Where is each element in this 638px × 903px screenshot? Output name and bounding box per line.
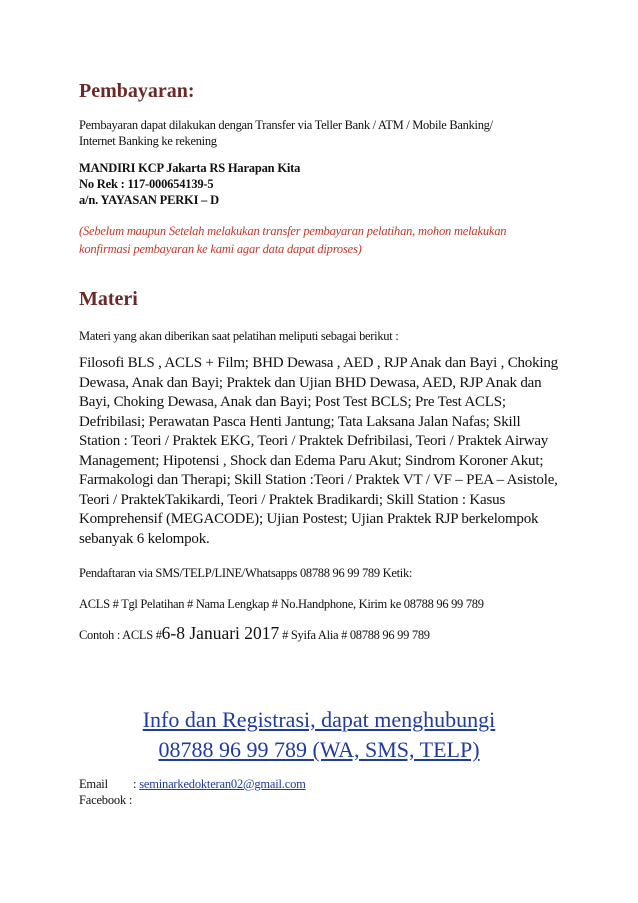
materi-line: Bayi, Choking Dewasa, Anak dan Bayi; Post Test BCLS; Pre Test ACLS; [79,394,506,410]
info-registration-text: Info dan Registrasi, dapat menghubungi [142,707,496,732]
payment-note-line: konfirmasi pembayaran ke kami agar data dapat diproses) [79,242,362,256]
account-holder: a/n. YAYASAN PERKI – D [79,193,219,207]
payment-intro-line: Internet Banking ke rekening [79,134,217,148]
materi-line: Defribilasi; Perawatan Pasca Henti Jantung; Tata Laksana Jalan Nafas; Skill [79,413,521,430]
bank-details [79,160,300,208]
payment-intro [79,117,493,149]
registration-format: ACLS # Tgl Pelatihan # Nama Lengkap # No.Handphone, Kirim ke 08788 96 99 789 [79,597,484,611]
info-line-1 [0,706,638,734]
registration-via: Pendaftaran via SMS/TELP/LINE/Whatsapps 08788 96 99 789 Ketik: [79,566,413,580]
payment-note [79,222,506,258]
registration-example [79,623,430,644]
facebook-label: Facebook : [79,793,133,807]
account-number: No Rek : 117-000654139-5 [79,177,214,191]
payment-heading: Pembayaran: [79,80,195,102]
materi-heading: Materi [79,288,138,310]
info-line-2 [0,736,638,764]
email-row [79,777,306,792]
payment-intro-line: Pembayaran dapat dilakukan dengan Transfer via Teller Bank / ATM / Mobile Banking/ [79,118,493,132]
example-prefix: Contoh : ACLS # [79,628,162,642]
example-suffix: # Syifa Alia # 08788 96 99 789 [279,628,430,642]
email-label: Email [79,777,108,791]
email-separator: : [133,777,137,791]
materi-line: Teori / PraktekTakikardi, Teori / Praktek Bradikardi; Skill Station : Kasus [79,491,506,508]
payment-note-line: (Sebelum maupun Setelah melakukan transfer pembayaran pelatihan, mohon melakukan [79,224,507,238]
bank-name: MANDIRI KCP Jakarta RS Harapan Kita [79,161,301,175]
materi-line: Management; Hipotensi , Shock dan Edema Paru Akut; Sindrom Koroner Akut; [79,452,544,469]
materi-line: Farmakologi dan Therapi; Skill Station :Teori / Praktek VT / VF – PEA – Asistole, [79,472,558,488]
email-link[interactable]: seminarkedokteran02@gmail.com [139,777,306,791]
materi-line: Station : Teori / Praktek EKG, Teori / Praktek Defribilasi, Teori / Praktek Airway [79,433,549,449]
facebook-row [79,793,132,808]
materi-body [79,354,558,549]
materi-line: Filosofi BLS , ACLS + Film; BHD Dewasa , AED , RJP Anak dan Bayi , Choking [79,355,558,371]
materi-line: Komprehensif (MEGACODE); Ujian Postest; Ujian Praktek RJP berkelompok [79,511,539,527]
materi-line: Dewasa, Anak dan Bayi; Praktek dan Ujian BHD Dewasa, AED, RJP Anak dan [79,374,542,391]
materi-line: sebanyak 6 kelompok. [79,530,210,547]
info-phone-text: 08788 96 99 789 (WA, SMS, TELP) [158,737,480,762]
materi-intro: Materi yang akan diberikan saat pelatihan meliputi sebagai berikut : [79,329,399,343]
example-date: 6-8 Januari 2017 [161,623,280,643]
